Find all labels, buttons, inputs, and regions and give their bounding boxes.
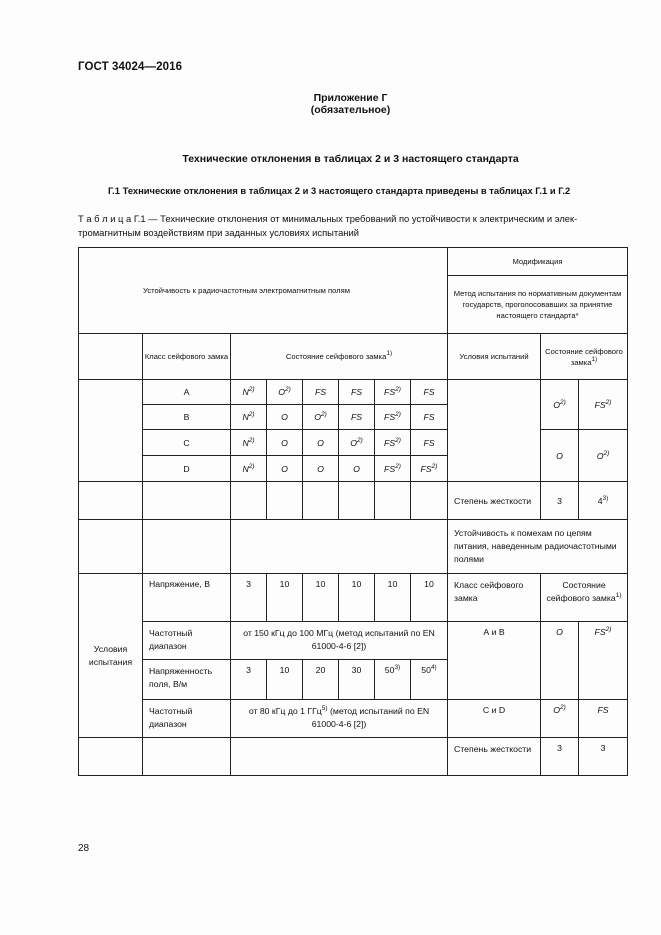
mod-lock-state-header: Состояние сейфового замка$^{1)}$	[541, 334, 628, 380]
page-number: 28	[78, 843, 90, 854]
voltage-value: 10	[267, 574, 303, 622]
empty-cell	[448, 380, 541, 482]
state-cell: O	[267, 430, 303, 456]
severity-label: Степень жесткости	[448, 482, 541, 520]
class-ab-label: А и В	[448, 622, 541, 700]
severity-value: 3	[579, 738, 628, 776]
appendix-heading: Технические отклонения в таблицах 2 и 3 настоящего стандарта	[182, 153, 519, 165]
empty-cell	[79, 334, 143, 380]
deviations-table	[78, 247, 628, 776]
cd-state2: FS	[579, 700, 628, 738]
mod-state-cell: O	[541, 430, 579, 482]
class-cell: A	[143, 380, 231, 405]
field-strength-value: 50$^{3)}$	[375, 660, 411, 700]
state-cell: $N^{2)}$	[231, 405, 267, 430]
state-cell: FS$^{2)}$	[375, 380, 411, 405]
method-header: Метод испытания по нормативным документам государств, проголосовавших за принятие настоящего стандарта*	[448, 276, 628, 334]
field-strength-value: 30	[339, 660, 375, 700]
field-strength-value: 3	[231, 660, 267, 700]
voltage-value: 10	[411, 574, 448, 622]
state-cell: FS$^{2)}$	[375, 430, 411, 456]
class-cell: C	[143, 430, 231, 456]
severity-value: 3	[541, 482, 579, 520]
state-cell: FS$^{2)}$	[375, 456, 411, 482]
table-row	[79, 622, 628, 660]
field-strength-value: 50$^{4)}$	[411, 660, 448, 700]
state-cell: O	[267, 456, 303, 482]
empty-cell	[231, 520, 448, 574]
mod-state-cell: $O^{2)}$	[579, 430, 628, 482]
field-strength-value: 10	[267, 660, 303, 700]
state-cell: $N^{2)}$	[231, 380, 267, 405]
empty-cell	[143, 738, 231, 776]
voltage-value: 3	[231, 574, 267, 622]
rf-immunity-header: Устойчивость к радиочастотным электромагнитным полям	[79, 248, 448, 334]
appendix-title: Приложение Г	[313, 92, 388, 104]
table-caption: Т а б л и ц а Г.1 — Технические отклонения от минимальных требований по устойчивости к электрическим и элек-тромагнитным воздействиям при заданных условиях испытаний	[78, 213, 578, 238]
state-cell: FS	[303, 380, 339, 405]
table-row	[79, 430, 628, 456]
state-cell: $N^{2)}$	[231, 456, 267, 482]
empty-cell	[143, 520, 231, 574]
state-cell: FS$^{2)}$	[375, 405, 411, 430]
table-row	[79, 700, 628, 738]
freq-range-label: Частотный диапазон	[143, 700, 231, 738]
empty-cell	[267, 482, 303, 520]
lock-state-label: Состояние сейфового замка$^{1)}$	[541, 574, 628, 622]
state-cell: FS$^{2)}$	[411, 456, 448, 482]
severity-label: Степень жесткости	[448, 738, 541, 776]
severity-value: 3	[541, 738, 579, 776]
modification-header: Модификация	[448, 248, 628, 276]
lock-class-header: Класс сейфового замка	[143, 334, 231, 380]
mod-state-cell: $O^{2)}$	[541, 380, 579, 430]
ab-state: O	[541, 622, 579, 700]
voltage-value: 10	[303, 574, 339, 622]
ab-state2: FS$^{2)}$	[579, 622, 628, 700]
state-cell: FS	[339, 380, 375, 405]
state-cell: FS	[411, 430, 448, 456]
empty-cell	[231, 738, 448, 776]
document-header: ГОСТ 34024—2016	[78, 61, 183, 73]
empty-cell	[79, 482, 143, 520]
freq-range-value: от 80 кГц до 1 ГГц$^{5)}$ (метод испытаний по EN 61000-4-6 [2])	[231, 700, 448, 738]
state-cell: $O^{2)}$	[339, 430, 375, 456]
lock-class-label: Класс сейфового замка	[448, 574, 541, 622]
field-strength-value: 20	[303, 660, 339, 700]
state-cell: FS	[411, 380, 448, 405]
state-cell: O	[339, 456, 375, 482]
field-strength-label: Напряженность поля, В/м	[143, 660, 231, 700]
state-cell: $O^{2)}$	[267, 380, 303, 405]
table-row	[79, 520, 628, 574]
section-heading: Г.1 Технические отклонения в таблицах 2 и 3 настоящего стандарта приведены в таблицах Г.1 и Г.2	[108, 185, 571, 196]
voltage-value: 10	[375, 574, 411, 622]
state-cell: $O^{2)}$	[303, 405, 339, 430]
class-cd-label: С и D	[448, 700, 541, 738]
freq-range-label: Частотный диапазон	[143, 622, 231, 660]
test-conditions-header: Условия испытаний	[448, 334, 541, 380]
cd-state: $O^{2)}$	[541, 700, 579, 738]
state-cell: O	[267, 405, 303, 430]
table-row	[79, 380, 628, 405]
empty-cell	[79, 520, 143, 574]
voltage-value: 10	[339, 574, 375, 622]
mod-state-cell: FS$^{2)}$	[579, 380, 628, 430]
empty-cell	[411, 482, 448, 520]
table-row	[79, 574, 628, 622]
state-cell: FS	[411, 405, 448, 430]
state-cell: O	[303, 430, 339, 456]
lock-state-header: Состояние сейфового замка$^{1)}$	[231, 334, 448, 380]
empty-cell	[303, 482, 339, 520]
empty-cell	[375, 482, 411, 520]
empty-cell	[79, 380, 143, 482]
table-row	[79, 738, 628, 776]
table-row	[79, 482, 628, 520]
appendix-status: (обязательное)	[310, 104, 391, 116]
voltage-label: Напряжение, В	[143, 574, 231, 622]
severity-value: 4$^{3)}$	[579, 482, 628, 520]
state-cell: O	[303, 456, 339, 482]
empty-cell	[231, 482, 267, 520]
class-cell: D	[143, 456, 231, 482]
empty-cell	[339, 482, 375, 520]
conducted-immunity-label: Устойчивость к помехам по цепям питания, наведенным радиочастотными полями	[448, 520, 628, 574]
state-cell: $N^{2)}$	[231, 430, 267, 456]
freq-range-value: от 150 кГц до 100 МГц (метод испытаний по EN 61000-4-6 [2])	[231, 622, 448, 660]
class-cell: B	[143, 405, 231, 430]
empty-cell	[143, 482, 231, 520]
test-conditions-label: Условия испытания	[79, 574, 143, 738]
state-cell: FS	[339, 405, 375, 430]
empty-cell	[79, 738, 143, 776]
